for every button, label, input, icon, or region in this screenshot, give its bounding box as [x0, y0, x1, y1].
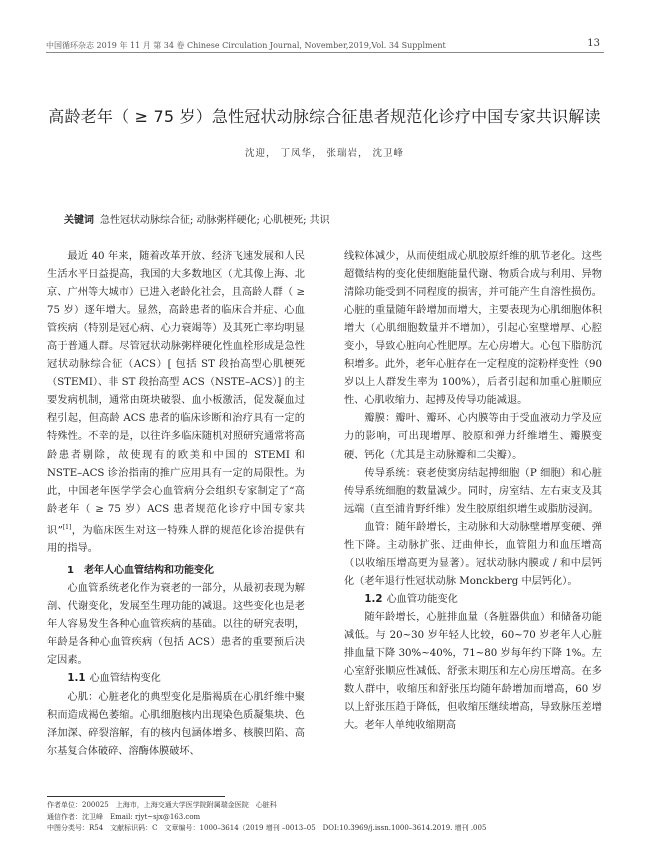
running-header [46, 38, 604, 53]
footnote-block [47, 800, 607, 835]
keywords-text: 急性冠状动脉综合征; 动脉粥样硬化; 心肌梗死; 共识 [100, 215, 330, 226]
author-list: 沈迎， 丁凤华， 张瑞岩， 沈卫峰 [244, 148, 405, 159]
keywords-line [64, 211, 604, 226]
section-title: 心血管结构变化 [89, 673, 161, 685]
page-number: 13 [587, 38, 600, 49]
correspondence-line: 通信作者：沈卫峰 Email: rjyt~sjx@163.com [47, 812, 201, 821]
valves-paragraph: 瓣膜：瓣叶、瓣环、心内膜等由于受血液动力学及应力的影响，可出现增厚、胶原和弹力纤维增生、瓣膜变硬、钙化（尤其是主动脉瓣和二尖瓣）。 [344, 413, 602, 461]
section-1-1-heading [47, 670, 305, 688]
section-1-2-paragraph: 随年龄增长，心脏排血量（各脏器供血）和储备功能减低。与 20~30 岁年轻人比较，60~70 岁老年人心脏排血量下降 30%~40%，71~80 岁每年约下降 1%。左心室舒张顺应性减低、舒张末期压和左心房压增高。在多数人群中，收缩压和舒张压均随年龄增加而增高，60 岁以上舒张压趋于降低，但收缩压继续增高，导致脉压差增大。老年人单纯收缩期高 [344, 611, 602, 732]
section-title: 心血管功能变化 [386, 593, 458, 605]
right-column [344, 248, 602, 735]
keywords-label: 关键词 [64, 215, 94, 226]
conduction-paragraph: 传导系统：衰老使窦房结起搏细胞（P 细胞）和心脏传导系统细胞的数量减少。同时，房室结、左右束支及其远端（直至浦肯野纤维）发生胶原组织增生或脂肪浸润。 [344, 467, 602, 515]
left-column [47, 248, 305, 761]
intro-paragraph [47, 248, 305, 558]
section-number: 1.1 [67, 673, 86, 685]
vessels-paragraph: 血管：随年龄增长，主动脉和大动脉壁增厚变硬、弹性下降。主动脉扩张、迂曲伸长，血管阻力和血压增高（以收缩压增高更为显著）。冠状动脉内膜或 / 和中层钙化（老年退行性冠状动脉 Monckberg 中层钙化）。 [344, 521, 602, 587]
section-number: 1.2 [364, 593, 383, 605]
intro-text: 最近 40 年来，随着改革开放、经济飞速发展和人民生活水平日益提高，我国的大多数地区（尤其像上海、北京、广州等大城市）已进入老龄化社会，且高龄人群（ ≥ 75 岁）逐年增大。显然，高龄患者的临床合并症、心血管疾病（特别是冠心病、心力衰竭等）及其死亡率均明显高于普通人群。尽管冠状动脉粥样硬化性血栓形成是急性冠状动脉综合征（ACS）[ 包括 ST 段抬高型心肌梗死（STEMI）、非 ST 段抬高型 ACS（NSTE–ACS）] 的主要发病机制，通常由斑块破裂、血小板激活，促发凝血过程引起，但高龄 ACS 患者的临床诊断和治疗具有一定的特殊性。不幸的是，以往许多临床随机对照研究通常将高龄患者剔除，故使现有的欧美和中国的 STEMI 和 NSTE–ACS 诊治指南的推广应用具有一定的局限性。为此，中国老年医学学会心血管病分会组织专家制定了“高龄老年（ ≥ 75 岁）ACS 患者规范化诊疗中国专家共识” [47, 251, 305, 537]
section-1-paragraph: 心血管系统老化作为衰老的一部分，从最初表现为解剖、代谢变化，发展至生理功能的减退。这些变化也是老年人容易发生各种心血管疾病的基础。以往的研究表明，年龄是各种心血管疾病（包括 ACS）患者的重要预后决定因素。 [47, 583, 305, 667]
footnote-divider [47, 796, 225, 797]
section-1-1-paragraph: 心肌：心脏老化的典型变化是脂褐质在心肌纤维中聚积而造成褐色萎缩。心肌细胞核内出现染色质凝集块、色泽加深、碎裂溶解，有的核内包涵体增多、核膜凹陷、高尔基复合体破碎、溶酶体膜破坏、 [47, 691, 305, 757]
intro-text-end: ，为临床医生对这一特殊人群的规范化诊治提供有用的指导。 [47, 525, 306, 555]
section-1-heading: 1 老年人心血管结构和功能变化 [67, 565, 214, 577]
journal-info: 中国循环杂志 2019 年 11 月 第 34 卷 Chinese Circulation Journal, November,2019,Vol. 34 Supplment [46, 41, 446, 50]
continued-paragraph: 线粒体减少，从而使组成心肌胶原纤维的肌节老化。这些超微结构的变化使细胞能量代谢、物质合成与利用、异物清除功能受到不同程度的损害，并可能产生自溶性损伤。心脏的重量随年龄增加而增大，主要表现为心肌细胞体积增大（心肌细胞数量并不增加），引起心室壁增厚、心腔变小，导致心脏向心性肥厚。左心房增大。心包下脂肪沉积增多。此外，老年心脏存在一定程度的淀粉样变性（90 岁以上人群发生率为 100%），后者引起和加重心脏顺应性、心肌收缩力、起搏及传导功能减退。 [344, 251, 602, 407]
section-1-2-heading [344, 591, 602, 609]
citation-ref[interactable]: [1] [62, 523, 72, 531]
classification-line: 中图分类号：R54 文献标识码：C 文章编号：1000–3614（2019 增刊 –0013–05 DOI:10.3969/j.issn.1000–3614.2019. 增刊 .005 [47, 824, 487, 832]
article-title: 高龄老年（ ≥ 75 岁）急性冠状动脉综合征患者规范化诊疗中国专家共识解读 [48, 107, 601, 126]
author-affiliation: 作者单位：200025 上海市，上海交通大学医学院附属瑞金医院 心脏科 [47, 801, 277, 809]
